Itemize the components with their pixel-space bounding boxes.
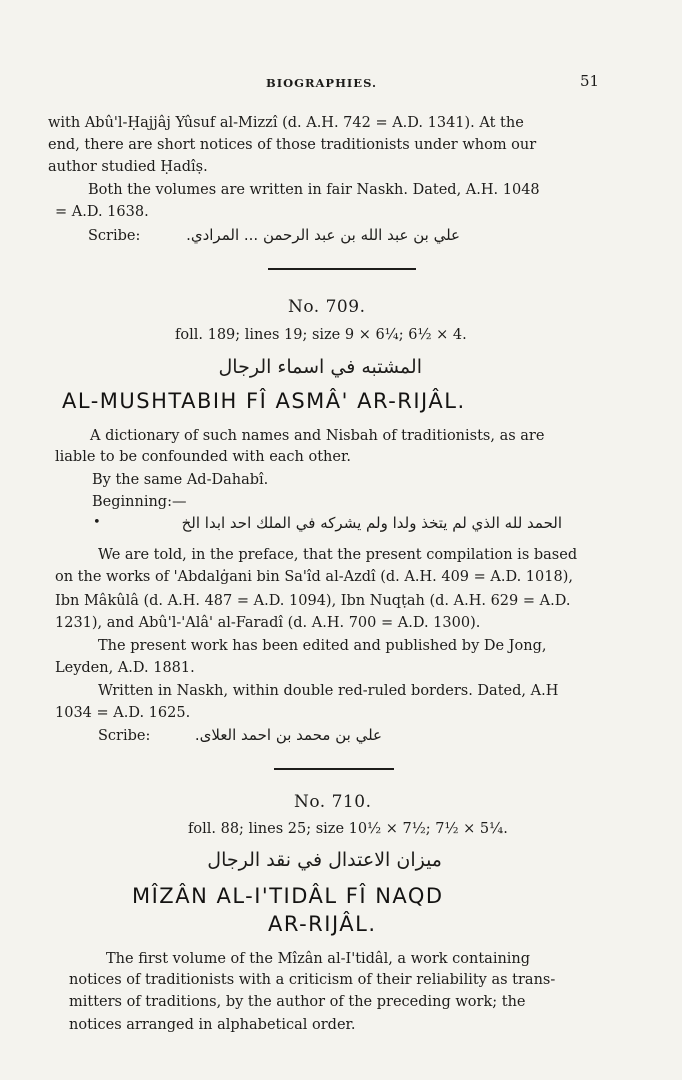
entry-709-arabic-title: المشتبه في اسماء الرجال xyxy=(218,356,422,378)
entry-709-line-2: liable to be confounded with each other. xyxy=(55,449,351,465)
entry-709-line-5: We are told, in the preface, that the present compilation is based xyxy=(98,547,578,563)
entry-709-line-6: on the works of 'Abdalġani bin Sa'îd al-Azdî (d. A.H. 409 = A.D. 1018), xyxy=(55,569,573,585)
entry-710-collation: foll. 88; lines 25; size 10½ × 7½; 7½ × 5¼. xyxy=(188,821,508,837)
intro-scribe-label: Scribe: xyxy=(88,228,141,244)
entry-709-line-10: Leyden, A.D. 1881. xyxy=(55,660,195,676)
entry-709-line-7: Ibn Mâkûlâ (d. A.H. 487 = A.D. 1094), Ibn Nuqṭah (d. A.H. 629 = A.D. xyxy=(55,593,571,609)
intro-line-1: with Abû'l-Ḥajjâj Yûsuf al-Mizzî (d. A.H. 742 = A.D. 1341). At the xyxy=(48,115,524,131)
entry-709-line-11: Written in Naskh, within double red-ruled borders. Dated, A.H xyxy=(98,683,559,699)
entry-710-number: No. 710. xyxy=(294,792,372,812)
entry-709-line-12: 1034 = A.D. 1625. xyxy=(55,705,191,721)
running-header-title: BIOGRAPHIES. xyxy=(266,76,377,90)
entry-709-collation: foll. 189; lines 19; size 9 × 6¼; 6½ × 4. xyxy=(175,327,467,343)
entry-710-arabic-title: ميزان الاعتدال في نقد الرجال xyxy=(207,849,442,871)
intro-line-2: end, there are short notices of those traditionists under whom our xyxy=(48,137,537,153)
entry-710-line-1: The first volume of the Mîzân al-I'tidâl, a work containing xyxy=(106,951,531,967)
entry-710-line-2: notices of traditionists with a criticism of their reliability as trans- xyxy=(69,972,556,988)
intro-line-3: author studied Ḥadîṣ. xyxy=(48,159,208,175)
entry-709-line-4: Beginning:— xyxy=(92,494,187,510)
section-divider xyxy=(268,268,416,270)
entry-710-title-line-1: MÎZÂN AL-I'TIDÂL FÎ NAQD xyxy=(132,884,444,908)
entry-709-line-8: 1231), and Abû'l-'Alâ' al-Faradî (d. A.H. 700 = A.D. 1300). xyxy=(55,615,481,631)
bullet-mark: • xyxy=(93,515,101,530)
entry-709-scribe-label: Scribe: xyxy=(98,728,151,744)
page-number: 51 xyxy=(580,72,600,90)
entry-709-line-9: The present work has been edited and published by De Jong, xyxy=(98,638,547,654)
entry-710-line-4: notices arranged in alphabetical order. xyxy=(69,1017,356,1033)
entry-709-title: AL-MUSHTABIH FÎ ASMÂ' AR-RIJÂL. xyxy=(62,389,466,413)
section-divider xyxy=(274,768,394,770)
entry-709-number: No. 709. xyxy=(288,297,366,317)
entry-709-line-1: A dictionary of such names and Nisbah of traditionists, as are xyxy=(90,428,545,444)
entry-710-title-line-2: AR-RIJÂL. xyxy=(268,912,377,936)
intro-line-4: Both the volumes are written in fair Naskh. Dated, A.H. 1048 xyxy=(88,182,540,198)
entry-709-scribe-arabic: علي بن محمد بن احمد العلاى. xyxy=(194,726,382,744)
intro-scribe-arabic: علي بن عبد الله بن عبد الرحمن ... المرادي. xyxy=(186,226,460,244)
entry-710-line-3: mitters of traditions, by the author of the preceding work; the xyxy=(69,994,526,1010)
intro-line-5: = A.D. 1638. xyxy=(55,204,149,220)
entry-709-beginning-arabic: الحمد لله الذي لم يتخذ ولدا ولم يشركه في الملك احد ابدا الخ xyxy=(181,514,562,532)
entry-709-line-3: By the same Ad-Dahabî. xyxy=(92,472,269,488)
